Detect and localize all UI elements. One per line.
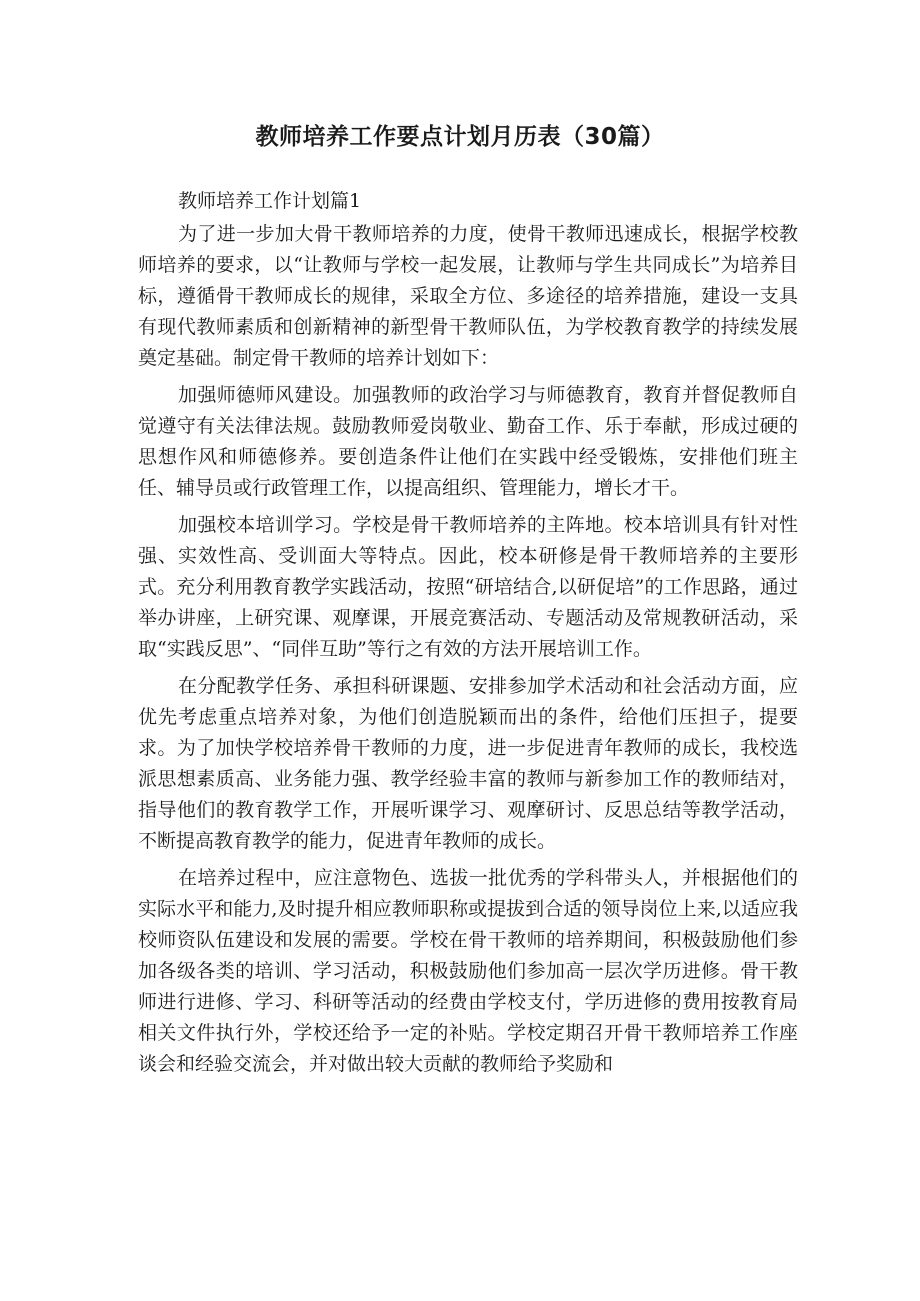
paragraph: 在培养过程中，应注意物色、选拔一批优秀的学科带头人，并根据他们的实际水平和能力,及时提升相应教师职称或提拔到合适的领导岗位上来,以适应我校师资队伍建设和发展的需要。学校在骨干教师的培养期间，积极鼓励他们参加各级各类的培训、学习活动，积极鼓励他们参加高一层次学历进修。骨干教师进行进修、学习、科研等活动的经费由学校支付，学历进修的费用按教育局相关文件执行外，学校还给予一定的补贴。学校定期召开骨干教师培养工作座谈会和经验交流会，并对做出较大贡献的教师给予奖励和 (138, 867, 798, 1075)
paragraph: 加强师德师风建设。加强教师的政治学习与师德教育，教育并督促教师自觉遵守有关法律法规。鼓励教师爱岗敬业、勤奋工作、乐于奉献，形成过硬的思想作风和师德修养。要创造条件让他们在实践中经受锻炼，安排他们班主任、辅导员或行政管理工作，以提高组织、管理能力，增长才干。 (138, 384, 798, 499)
paragraph: 加强校本培训学习。学校是骨干教师培养的主阵地。校本培训具有针对性强、实效性高、受训面大等特点。因此，校本研修是骨干教师培养的主要形式。充分利用教育教学实践活动，按照“研培结合,以研促培”的工作思路，通过举办讲座，上研究课、观摩课，开展竞赛活动、专题活动及常规教研活动，采取“实践反思”、“同伴互助”等行之有效的方法开展培训工作。 (138, 514, 798, 660)
document-body (138, 186, 798, 1080)
section-heading: 教师培养工作计划篇1 (178, 190, 362, 212)
paragraph: 在分配教学任务、承担科研课题、安排参加学术活动和社会活动方面，应优先考虑重点培养对象，为他们创造脱颖而出的条件，给他们压担子，提要求。为了加快学校培养骨干教师的力度，进一步促进青年教师的成长，我校选派思想素质高、业务能力强、教学经验丰富的教师与新参加工作的教师结对，指导他们的教育教学工作，开展听课学习、观摩研讨、反思总结等教学活动，不断提高教育教学的能力，促进青年教师的成长。 (138, 675, 798, 852)
paragraph: 为了进一步加大骨干教师培养的力度，使骨干教师迅速成长，根据学校教师培养的要求，以“让教师与学校一起发展，让教师与学生共同成长”为培养目标，遵循骨干教师成长的规律，采取全方位、多途径的培养措施，建设一支具有现代教师素质和创新精神的新型骨干教师队伍，为学校教育教学的持续发展奠定基础。制定骨干教师的培养计划如下： (138, 223, 798, 369)
document-title: 教师培养工作要点计划月历表（30篇） (255, 124, 665, 150)
